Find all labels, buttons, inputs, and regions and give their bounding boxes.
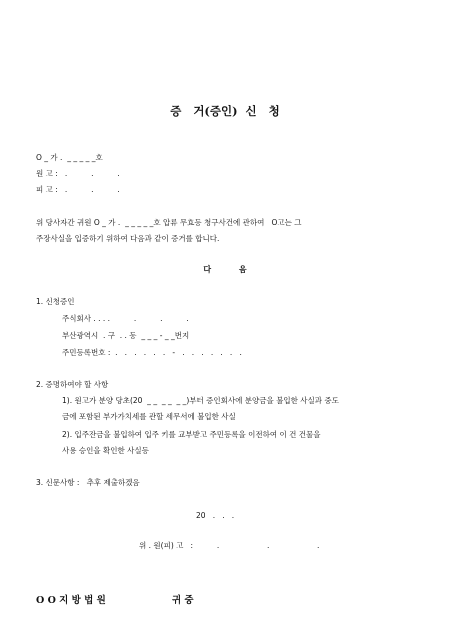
section-2-item-1-line-1: 1). 원고가 분양 당초(20 _ _ _ _ _ _)부터 증인회사에 분양금을 불입한 사실과 중도 — [62, 396, 339, 405]
witness-company: 주식회사 . . . . . . . — [62, 314, 189, 323]
intro-line-1: 위 당사자간 귀원 O _ 가 . _ _ _ _ _호 압류 무효등 청구사건에 관하여 O고는 그 — [36, 218, 302, 227]
witness-address: 부산광역시 . 구 . . 동 _ _ _ - _ _번지 — [62, 331, 190, 340]
court-addressee: O O 지 방 법 원 귀 중 — [36, 595, 194, 606]
witness-resident-number: 주민등록번호 : . . . . . . - . . . . . . . — [62, 348, 242, 357]
section-1-heading: 1. 신청증인 — [36, 297, 75, 306]
signature-line: 위 . 원(피) 고 : . . . — [139, 541, 320, 550]
intro-line-2: 주장사실을 입증하기 위하여 다음과 같이 증거를 합니다. — [36, 234, 220, 243]
document-title: 증 거(증인) 신 청 — [170, 104, 280, 118]
section-2-item-2-line-2: 사용 승인을 확인한 사실등 — [62, 446, 149, 455]
da-eum-heading: 다 음 — [203, 265, 247, 274]
section-2-item-2-line-1: 2). 입주잔금을 불입하여 입주 키를 교부받고 주민등록을 이전하여 이 건 건물을 — [62, 430, 321, 439]
case-number-line: O _ 가 . _ _ _ _ _호 — [36, 153, 103, 162]
date-line: 20 . . . — [196, 511, 235, 520]
defendant-line: 피 고 : . . . — [36, 185, 120, 194]
section-2-item-1-line-2: 금에 포함된 부가가치세를 관할 세무서에 불입한 사실 — [62, 412, 236, 421]
section-3-heading: 3. 신문사항 : 추후 제출하겠음 — [36, 478, 140, 487]
plaintiff-line: 원 고 : . . . — [36, 169, 120, 178]
section-2-heading: 2. 증명하여야 할 사항 — [36, 380, 109, 389]
